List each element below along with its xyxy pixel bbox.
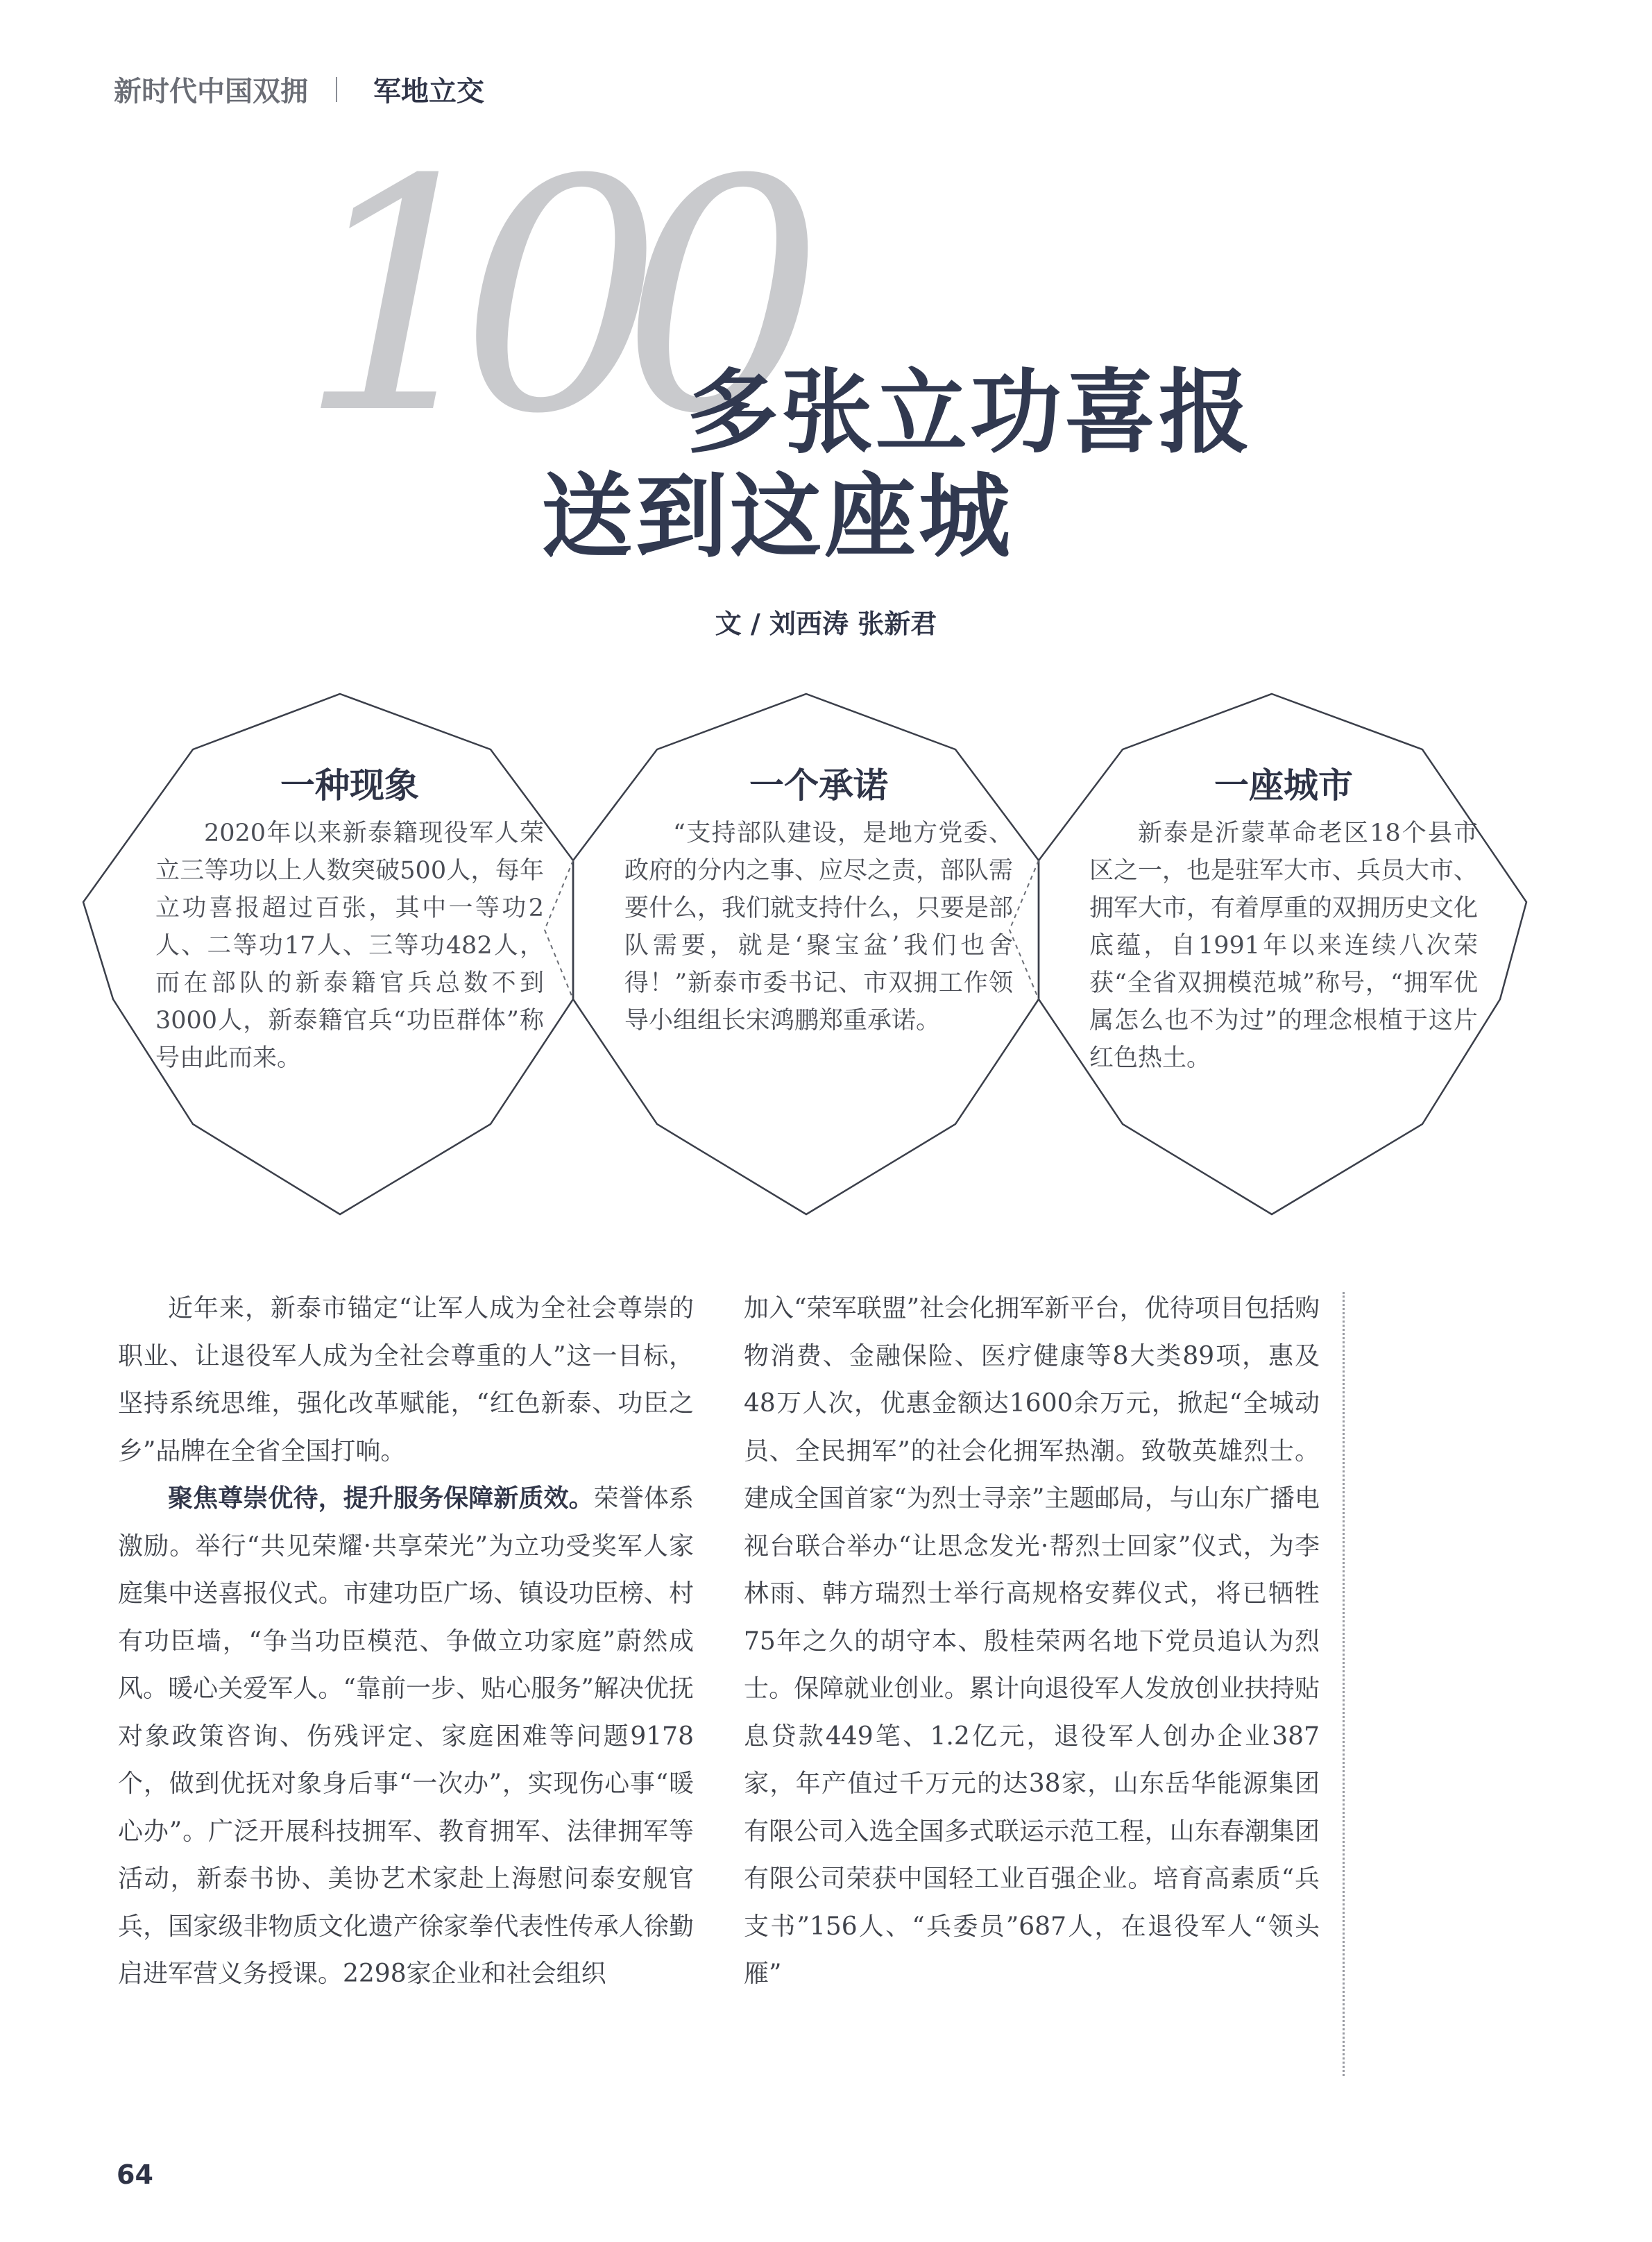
box-phenomenon [155,758,544,1077]
box-heading: 一种现象 [280,765,419,806]
section-lead: 聚焦尊崇优待，提升服务保障新质效。 [168,1484,594,1513]
box-text: “支持部队建设，是地方党委、政府的分内之事、应尽之责，部队需要什么，我们就支持什么，只要是部队需要，就是‘聚宝盆’我们也舍得！”新泰市委书记、市双拥工作领导小组组长宋鸿鹏郑重承诺。 [624,819,1014,1035]
body-paragraph-continued: 加入“荣军联盟”社会化拥军新平台，优待项目包括购物消费、金融保险、医疗健康等8大类89项，惠及48万人次，优惠金额达1600余万元，掀起“全城动员、全民拥军”的社会化拥军热潮。致敬英雄烈士。建成全国首家“为烈士寻亲”主题邮局，与山东广播电视台联合举办“让思念发光·帮烈士回家”仪式，为李林雨、韩方瑞烈士举行高规格安葬仪式，将已牺牲75年之久的胡守本、殷桂荣两名地下党员追认为烈士。保障就业创业。累计向退役军人发放创业扶持贴息贷款449笔、1.2亿元，退役军人创办企业387家，年产值过千万元的达38家，山东岳华能源集团有限公司入选全国多式联运示范工程，山东春潮集团有限公司荣获中国轻工业百强企业。培育高素质“兵支书”156人、“兵委员”687人，在退役军人“领头雁” [744,1294,1320,1988]
box-text: 2020年以来新泰籍现役军人荣立三等功以上人数突破500人，每年立功喜报超过百张，其中一等功2人、二等功17人、三等功482人，而在部队的新泰籍官兵总数不到3000人，新泰籍官兵“功臣群体”称号由此而来。 [155,819,544,1072]
body-paragraph [118,1475,694,1998]
paragraph-text: 荣誉体系激励。举行“共见荣耀·共享荣光”为立功受奖军人家庭集中送喜报仪式。市建功臣广场、镇设功臣榜、村有功臣墙，“争当功臣模范、争做立功家庭”蔚然成风。暖心关爱军人。“靠前一步、贴心服务”解决优抚对象政策咨询、伤残评定、家庭困难等问题9178个，做到优抚对象身后事“一次办”，实现伤心事“暖心办”。广泛开展科技拥军、教育拥军、法律拥军等活动，新泰书协、美协艺术家赴上海慰问泰安舰官兵，国家级非物质文化遗产徐家拳代表性传承人徐勤启进军营义务授课。2298家企业和社会组织 [118,1484,694,1988]
title-line-2: 送到这座城 [541,464,1013,570]
box-heading: 一个承诺 [749,765,888,806]
column-name: 军地立交 [373,76,484,108]
title-number: 100 [298,112,783,484]
box-city [1089,758,1478,1077]
box-promise [624,758,1013,1039]
title-line-1: 多张立功喜报 [687,359,1253,466]
magazine-name: 新时代中国双拥 [114,76,308,108]
byline: 文 / 刘西涛 张新君 [715,609,937,639]
box-text: 新泰是沂蒙革命老区18个县市区之一，也是驻军大市、兵员大市、拥军大市，有着厚重的双拥历史文化底蕴，自1991年以来连续八次荣获“全省双拥模范城”称号，“拥军优属怎么也不为过”的理念根植于这片红色热土。 [1089,819,1479,1072]
page-number: 64 [117,2159,153,2190]
box-heading: 一座城市 [1214,765,1353,806]
column-rule [1343,1292,1345,2076]
body-paragraph: 近年来，新泰市锚定“让军人成为全社会尊崇的职业、让退役军人成为全社会尊重的人”这一目标，坚持系统思维，强化改革赋能，“红色新泰、功臣之乡”品牌在全省全国打响。 [118,1294,694,1466]
body-column-left [118,1285,694,1998]
body-column-right [744,1285,1320,1998]
